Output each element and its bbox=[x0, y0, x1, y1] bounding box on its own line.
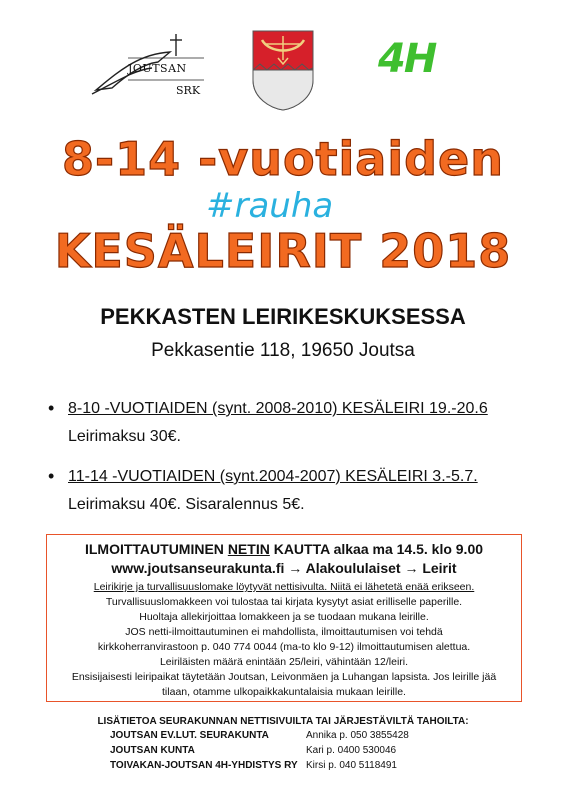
registration-heading-c: KAUTTA alkaa ma 14.5. klo 9.00 bbox=[269, 541, 484, 557]
hashtag-rauha: #rauha bbox=[206, 186, 334, 226]
coat-of-arms-crest bbox=[250, 28, 316, 112]
registration-note: Leirikirje ja turvallisuuslomake löytyvät nettisivulta. Niitä ei lähetetä enää erikseen. bbox=[93, 581, 475, 593]
contact-org: TOIVAKAN-JOUTSAN 4H-YHDISTYS RY bbox=[110, 760, 298, 771]
camp-heading: 11-14 -VUOTIAIDEN (synt.2004-2007) KESÄLEIRI 3.-5.7. bbox=[68, 468, 478, 485]
registration-note: kirkkoherranvirastoon p. 040 774 0044 (ma-to klo 9-12) ilmoittautumisen alettua. bbox=[97, 641, 471, 653]
contact-org: JOUTSAN EV.LUT. SEURAKUNTA bbox=[110, 730, 269, 741]
camp-heading: 8-10 -VUOTIAIDEN (synt. 2008-2010) KESÄLEIRI 19.-20.6 bbox=[68, 400, 488, 417]
registration-note: Huoltaja allekirjoittaa lomakkeen ja se tuodaan mukana leirille. bbox=[139, 611, 429, 623]
bullet-icon: • bbox=[48, 398, 55, 418]
srk-logo-bottom-text: SRK bbox=[176, 84, 201, 97]
registration-note: Turvallisuuslomakkeen voi tulostaa tai kirjata kysytyt asiat erilliselle paperille. bbox=[105, 596, 463, 608]
venue-name: PEKKASTEN LEIRIKESKUKSESSA bbox=[100, 304, 466, 329]
four-h-logo: 4H bbox=[378, 36, 436, 82]
footer-info: LISÄTIETOA SEURAKUNNAN NETTISIVUILTA TAI JÄRJESTÄVILTÄ TAHOILTA: bbox=[97, 716, 469, 727]
registration-note: Ensisijaisesti leiripaikat täytetään Joutsan, Leivonmäen ja Luhangan lapsista. Jos leirille jää bbox=[71, 671, 497, 683]
registration-note: JOS netti-ilmoittautuminen ei mahdollista, ilmoittautumisen voi tehdä bbox=[125, 626, 443, 638]
srk-logo-top-text: JOUTSAN bbox=[128, 62, 187, 75]
registration-heading-net: NETIN bbox=[227, 541, 270, 557]
contact-person: Kari p. 0400 530046 bbox=[306, 745, 397, 756]
camp-fee: Leirimaksu 40€. Sisaralennus 5€. bbox=[68, 496, 305, 513]
contact-org: JOUTSAN KUNTA bbox=[110, 745, 195, 756]
registration-heading-a: ILMOITTAUTUMINEN bbox=[84, 541, 228, 557]
contact-person: Kirsi p. 040 5118491 bbox=[306, 760, 397, 771]
registration-note: Leiriläisten määrä enintään 25/leiri, vähintään 12/leiri. bbox=[159, 656, 409, 668]
title-summer-camps: KESÄLEIRIT 2018 bbox=[54, 224, 512, 278]
bullet-icon: • bbox=[48, 466, 55, 486]
camp-fee: Leirimaksu 30€. bbox=[68, 428, 181, 445]
title-age-range: 8-14 -vuotiaiden bbox=[62, 132, 504, 186]
joutsan-srk-logo bbox=[88, 32, 208, 102]
registration-note: tilaan, otamme ulkopaikkakuntalaisia mukaan leirille. bbox=[162, 686, 406, 698]
contact-person: Annika p. 050 3855428 bbox=[306, 730, 409, 741]
registration-heading bbox=[47, 541, 521, 557]
venue-address: Pekkasentie 118, 19650 Joutsa bbox=[151, 340, 415, 361]
registration-url[interactable]: www.joutsanseurakunta.fi → Alakoululaiset → Leirit bbox=[111, 560, 457, 576]
footer bbox=[0, 716, 566, 771]
registration-box bbox=[46, 534, 522, 702]
